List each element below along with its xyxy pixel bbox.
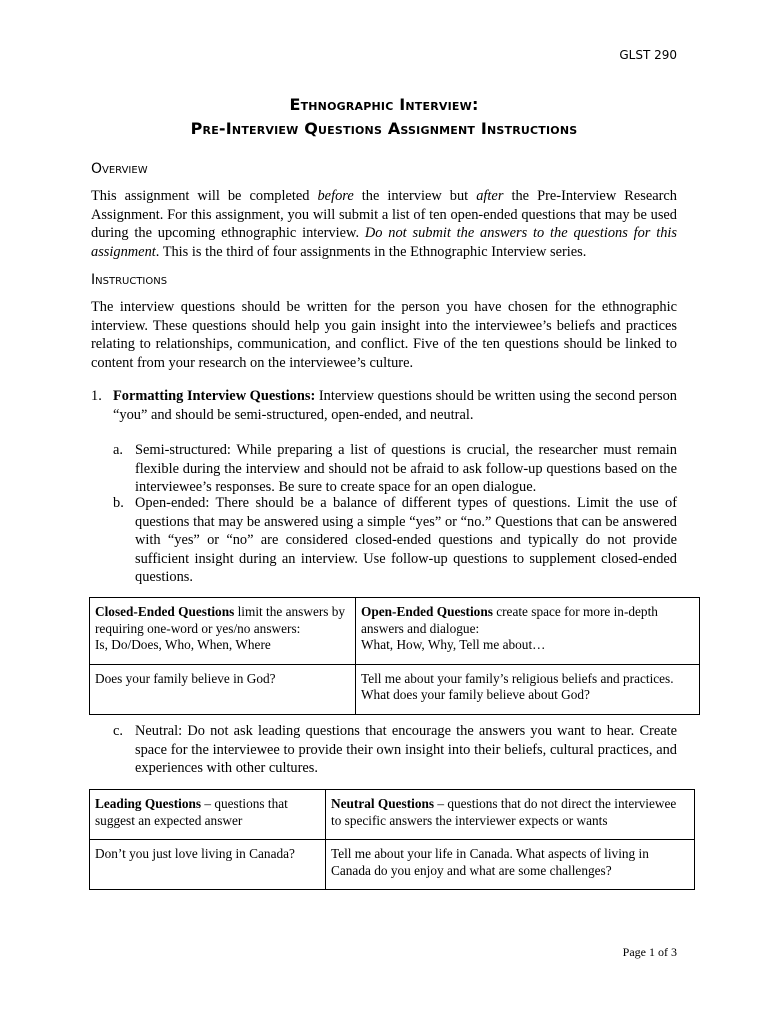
list-item-title: Formatting Interview Questions: — [113, 388, 316, 404]
open-example-2: What does your family believe about God? — [361, 687, 590, 702]
list-item-formatting — [91, 387, 677, 424]
table-cell — [356, 664, 700, 714]
page-title — [0, 93, 768, 141]
table-cell: Tell me about your life in Canada. What aspects of living in Canada do you enjoy and what are some challenges? — [326, 840, 695, 890]
closed-vs-open-table — [89, 597, 700, 715]
table-header-leading — [90, 790, 326, 840]
table-row — [90, 664, 700, 714]
sub-item-neutral — [113, 722, 677, 778]
table-cell: Don’t you just love living in Canada? — [90, 840, 326, 890]
overview-text-1: This assignment will be completed — [91, 188, 318, 204]
open-example-1: Tell me about your family’s religious beliefs and practices. — [361, 670, 674, 686]
overview-text-4: . This is the third of four assignments in the Ethnographic Interview series. — [155, 243, 587, 260]
table-row — [90, 840, 695, 890]
overview-text-2: the interview but — [353, 188, 477, 204]
overview-paragraph — [91, 187, 677, 261]
list-number: 1. — [91, 388, 102, 404]
sub-item-letter: a. — [113, 442, 123, 458]
instructions-paragraph: The interview questions should be written for the person you have chosen for the ethnographic interview. These questions should help you gain insight into the interviewee’s beliefs and practices relating to relationships, communication, and conflict. Five of the ten questions should be linked to content from your research on the interviewee’s culture. — [91, 299, 677, 371]
neutral-questions-label: Neutral Questions — [331, 796, 435, 811]
open-questions-words: What, How, Why, Tell me about… — [361, 637, 546, 652]
sub-item-open-ended — [113, 494, 677, 587]
closed-questions-label: Closed-Ended Questions — [95, 604, 235, 619]
sub-item-text: Open-ended: There should be a balance of different types of questions. Limit the use of questions that may be answered using a simple “yes” or “no.” Questions that can be answered with “yes” or “no” are considered closed-ended questions and typically do not provide sufficient insight during an interview. Use follow-up questions to supplement closed-ended questions. — [135, 495, 677, 585]
sub-item-semi-structured — [113, 441, 677, 497]
table-row — [90, 598, 700, 665]
table-header-neutral — [326, 790, 695, 840]
leading-vs-neutral-table — [89, 789, 695, 890]
instructions-heading: Instructions — [91, 272, 168, 288]
sub-item-text: Semi-structured: While preparing a list of questions is crucial, the researcher must remain flexible during the interview and should not be afraid to ask follow-up questions based on the interviewee’s responses. Be sure to create space for an open dialogue. — [135, 442, 677, 495]
overview-emphasis-note: Do not submit the answers to the questions for this assignment — [91, 225, 678, 260]
page-number: Page 1 of 3 — [622, 945, 677, 959]
neutral-questions-desc: – questions that do not direct the interviewee to specific answers the interviewer expects or wants — [331, 796, 677, 828]
overview-text-3: the Pre-Interview Research Assignment. For this assignment, you will submit a list of ten open-ended questions that may be used during the upcoming ethnographic interview. — [91, 188, 677, 241]
overview-emphasis-after: after — [476, 188, 504, 204]
title-line-1: Ethnographic Interview: — [289, 95, 479, 114]
table-cell: Does your family believe in God? — [90, 664, 356, 714]
overview-emphasis-before: before — [317, 188, 354, 204]
open-questions-label: Open-Ended Questions — [361, 604, 493, 619]
sub-item-letter: b. — [113, 495, 124, 511]
leading-questions-desc: – questions that suggest an expected answer — [95, 796, 288, 828]
title-line-2: Pre-Interview Questions Assignment Instructions — [190, 119, 578, 138]
table-header-open — [356, 598, 700, 665]
closed-questions-words: Is, Do/Does, Who, When, Where — [95, 637, 271, 652]
leading-questions-label: Leading Questions — [95, 796, 202, 811]
closed-questions-desc: limit the answers by requiring one-word or yes/no answers: — [95, 604, 346, 636]
overview-heading: Overview — [91, 161, 148, 177]
sub-item-text: Neutral: Do not ask leading questions that encourage the answers you want to hear. Create space for the interviewee to provide their own insight into their beliefs, cultural practices, and experiences with other cultures. — [135, 723, 677, 776]
course-code: GLST 290 — [619, 48, 677, 62]
open-questions-desc: create space for more in-depth answers and dialogue: — [361, 604, 658, 636]
list-item-text: Interview questions should be written using the second person “you” and should be semi-structured, open-ended, and neutral. — [113, 388, 678, 423]
table-header-closed — [90, 598, 356, 665]
table-row — [90, 790, 695, 840]
sub-item-letter: c. — [113, 723, 123, 739]
